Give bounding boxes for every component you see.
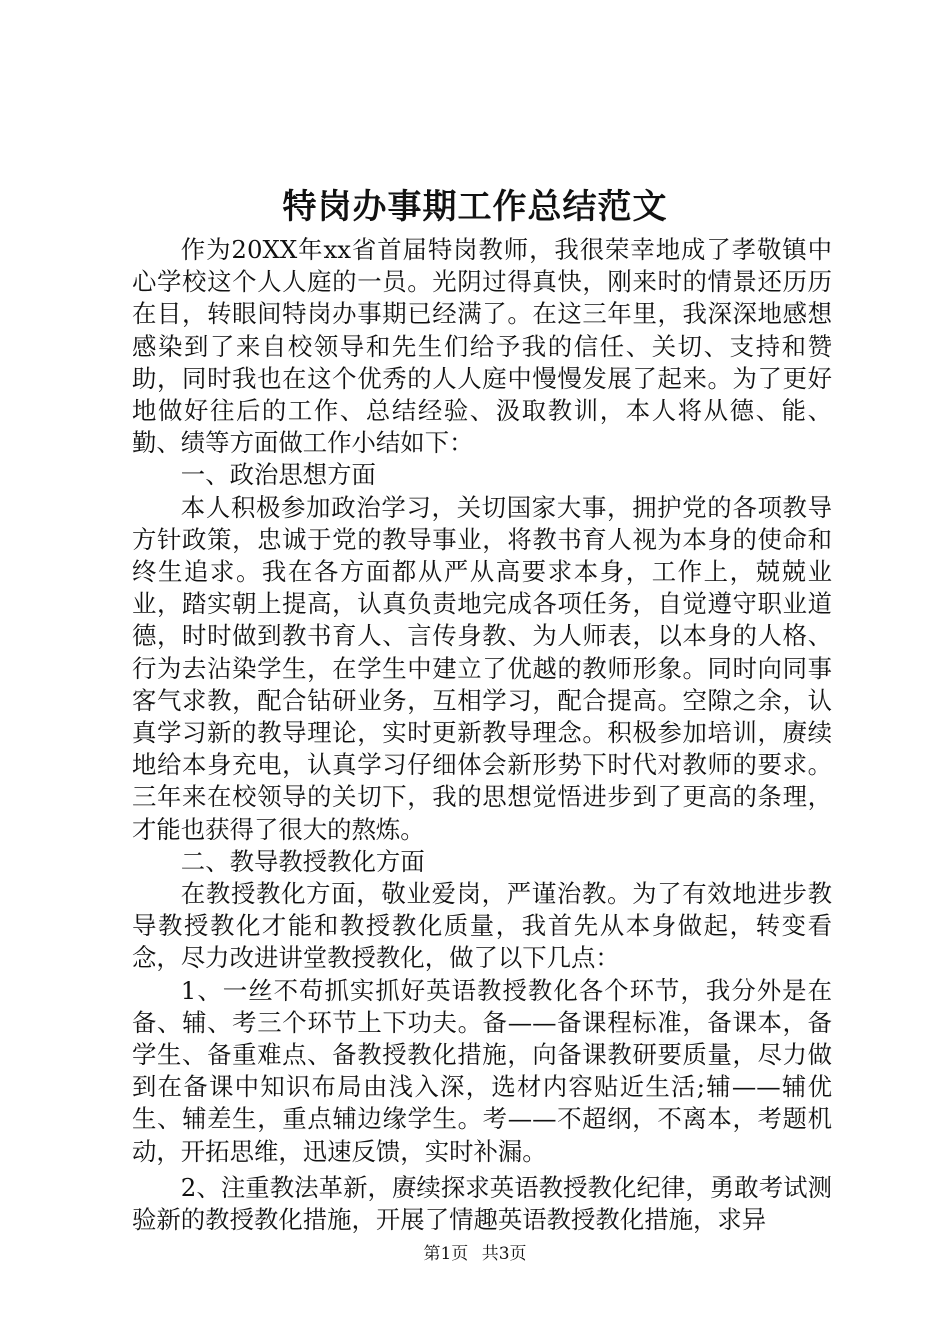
section-heading-teaching: 二、教导教授教化方面 (180, 846, 425, 876)
page-number: 第1页 (423, 1244, 469, 1264)
politics-paragraph: 本人积极参加政治学习，关切国家大事，拥护党的各项教导方针政策，忠诚于党的教导事业，将教书育人视为本身的使命和终生追求。我在各方面都从严从高要求本身，工作上，兢兢业业，踏实朝上提高，认真负责地完成各项任务，自觉遵守职业道德，时时做到教书育人、言传身教、为人师表，以本身的人格、行为去沾染学生，在学生中建立了优越的教师形象。同时向同事客气求教，配合钻研业务，互相学习，配合提高。空隙之余，认真学习新的教导理论，实时更新教导理念。积极参加培训，赓续地给本身充电，认真学习仔细体会新形势下时代对教师的要求。三年来在校领导的关切下，我的思想觉悟进步到了更高的条理，才能也获得了很大的熬炼。 (132, 492, 832, 844)
page-total: 共3页 (481, 1244, 527, 1264)
teaching-paragraph: 在教授教化方面，敬业爱岗，严谨治教。为了有效地进步教导教授教化才能和教授教化质量，我首先从本身做起，转变看念，尽力改进讲堂教授教化，做了以下几点： (132, 879, 832, 973)
teaching-point-2: 2、注重教法革新，赓续探求英语教授教化纪律，勇敢考试测验新的教授教化措施，开展了情趣英语教授教化措施，求异 (132, 1172, 832, 1235)
intro-paragraph: 作为20XX年xx省首届特岗教师，我很荣幸地成了孝敬镇中心学校这个人人庭的一员。光阴过得真快，刚来时的情景还历历在目，转眼间特岗办事期已经满了。在这三年里，我深深地感想感染到了来自校领导和先生们给予我的信任、关切、支持和赞助，同时我也在这个优秀的人人庭中慢慢发展了起来。为了更好地做好往后的工作、总结经验、汲取教训，本人将从德、能、勤、绩等方面做工作小结如下： (132, 235, 832, 458)
teaching-point-1: 1、一丝不苟抓实抓好英语教授教化各个环节，我分外是在备、辅、考三个环节上下功夫。备——备课程标准，备课本，备学生、备重难点、备教授教化措施，向备课教研要质量，尽力做到在备课中知识布局由浅入深，选材内容贴近生活;辅——辅优生、辅差生，重点辅边缘学生。考——不超纲，不离本，考题机动，开拓思维，迅速反馈，实时补漏。 (132, 975, 832, 1166)
page-footer (0, 1243, 950, 1265)
document-body (132, 234, 832, 1236)
section-heading-politics: 一、政治思想方面 (180, 460, 376, 490)
document-title: 特岗办事期工作总结范文 (282, 187, 668, 227)
